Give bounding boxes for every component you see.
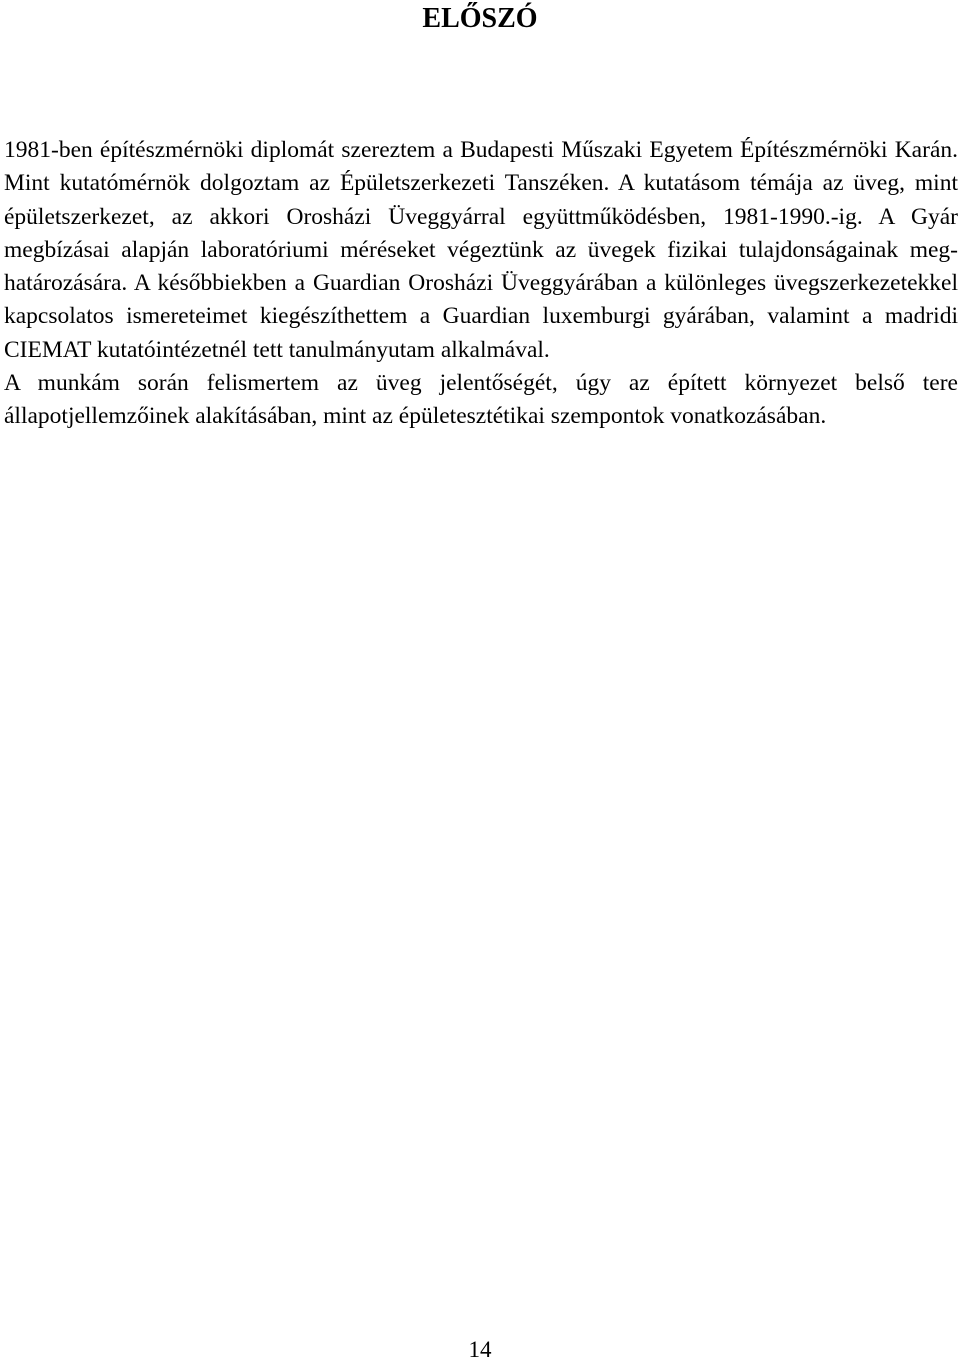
document-body bbox=[4, 134, 958, 434]
paragraph: 1981-ben építészmérnöki diplomát szereztem a Budapesti Műszaki Egyetem Építészmérnöki Karán. Mint kutatómérnök dolgoztam az Épületszerkezeti Tanszéken. A kutatásom témája az üveg, mint épületszerkezet, az akkori Orosházi Üveggyárral együttműködésben, 1981-1990.-ig. A Gyár megbízásai alapján laboratóriumi méréseket végeztünk az üvegek fizikai tulajdonságainak meg-határozására. A későbbiekben a Guardian Orosházi Üveggyárában a különleges üvegszerkezetekkel kapcsolatos ismereteimet kiegészíthettem a Guardian luxemburgi gyárában, valamint a madridi CIEMAT kutatóintézetnél tett tanulmányutam alkalmával. bbox=[4, 137, 958, 363]
page-title: ELŐSZÓ bbox=[422, 3, 538, 34]
page-number: 14 bbox=[468, 1337, 492, 1362]
paragraph: A munkám során felismertem az üveg jelentőségét, úgy az épített környezet belső tere állapotjellemzőinek alakításában, mint az épületesztétikai szempontok vonatkozásában. bbox=[4, 370, 958, 430]
